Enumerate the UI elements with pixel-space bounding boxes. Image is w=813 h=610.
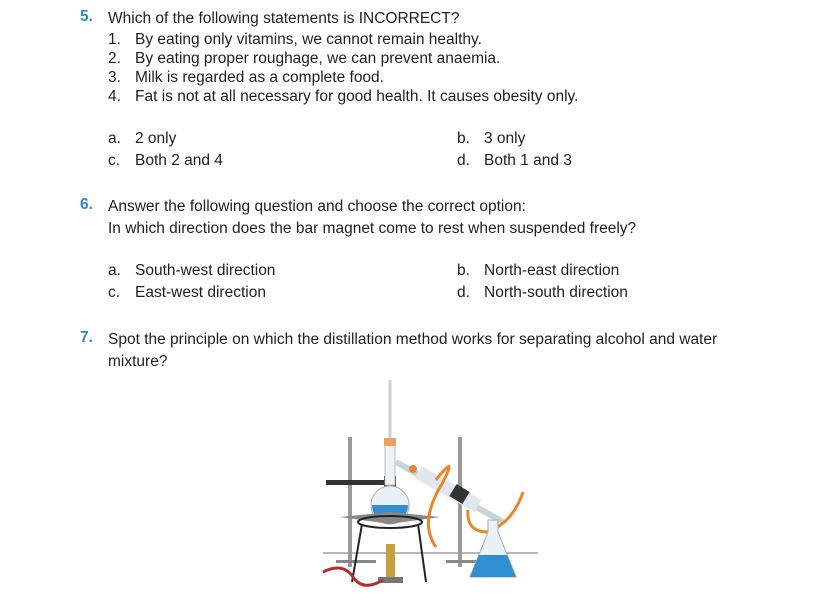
option-c[interactable]: c. East-west direction [108,284,266,301]
question-number: 7. [80,329,93,346]
option-a[interactable]: a. 2 only [108,130,177,147]
option-b[interactable]: b. 3 only [457,130,526,147]
option-b[interactable]: b. North-east direction [457,262,620,279]
option-d[interactable]: d. North-south direction [457,284,628,301]
option-c[interactable]: c. Both 2 and 4 [108,152,223,169]
question-text: Spot the principle on which the distillation method works for separating alcohol and water [108,331,718,348]
option-a[interactable]: a. South-west direction [108,262,276,279]
statement: 3. Milk is regarded as a complete food. [108,69,384,86]
option-d[interactable]: d. Both 1 and 3 [457,152,572,169]
question-text: In which direction does the bar magnet come to rest when suspended freely? [108,220,637,237]
question-number: 6. [80,196,93,213]
question-text: Answer the following question and choose the correct option: [108,198,526,215]
statement: 2. By eating proper roughage, we can prevent anaemia. [108,50,501,67]
question-text: Which of the following statements is INCORRECT? [108,10,460,27]
statement: 1. By eating only vitamins, we cannot remain healthy. [108,31,482,48]
question-text: mixture? [108,353,168,370]
question-number: 5. [80,8,93,25]
distillation-apparatus-figure [318,372,543,597]
statement: 4. Fat is not at all necessary for good health. It causes obesity only. [108,88,579,105]
